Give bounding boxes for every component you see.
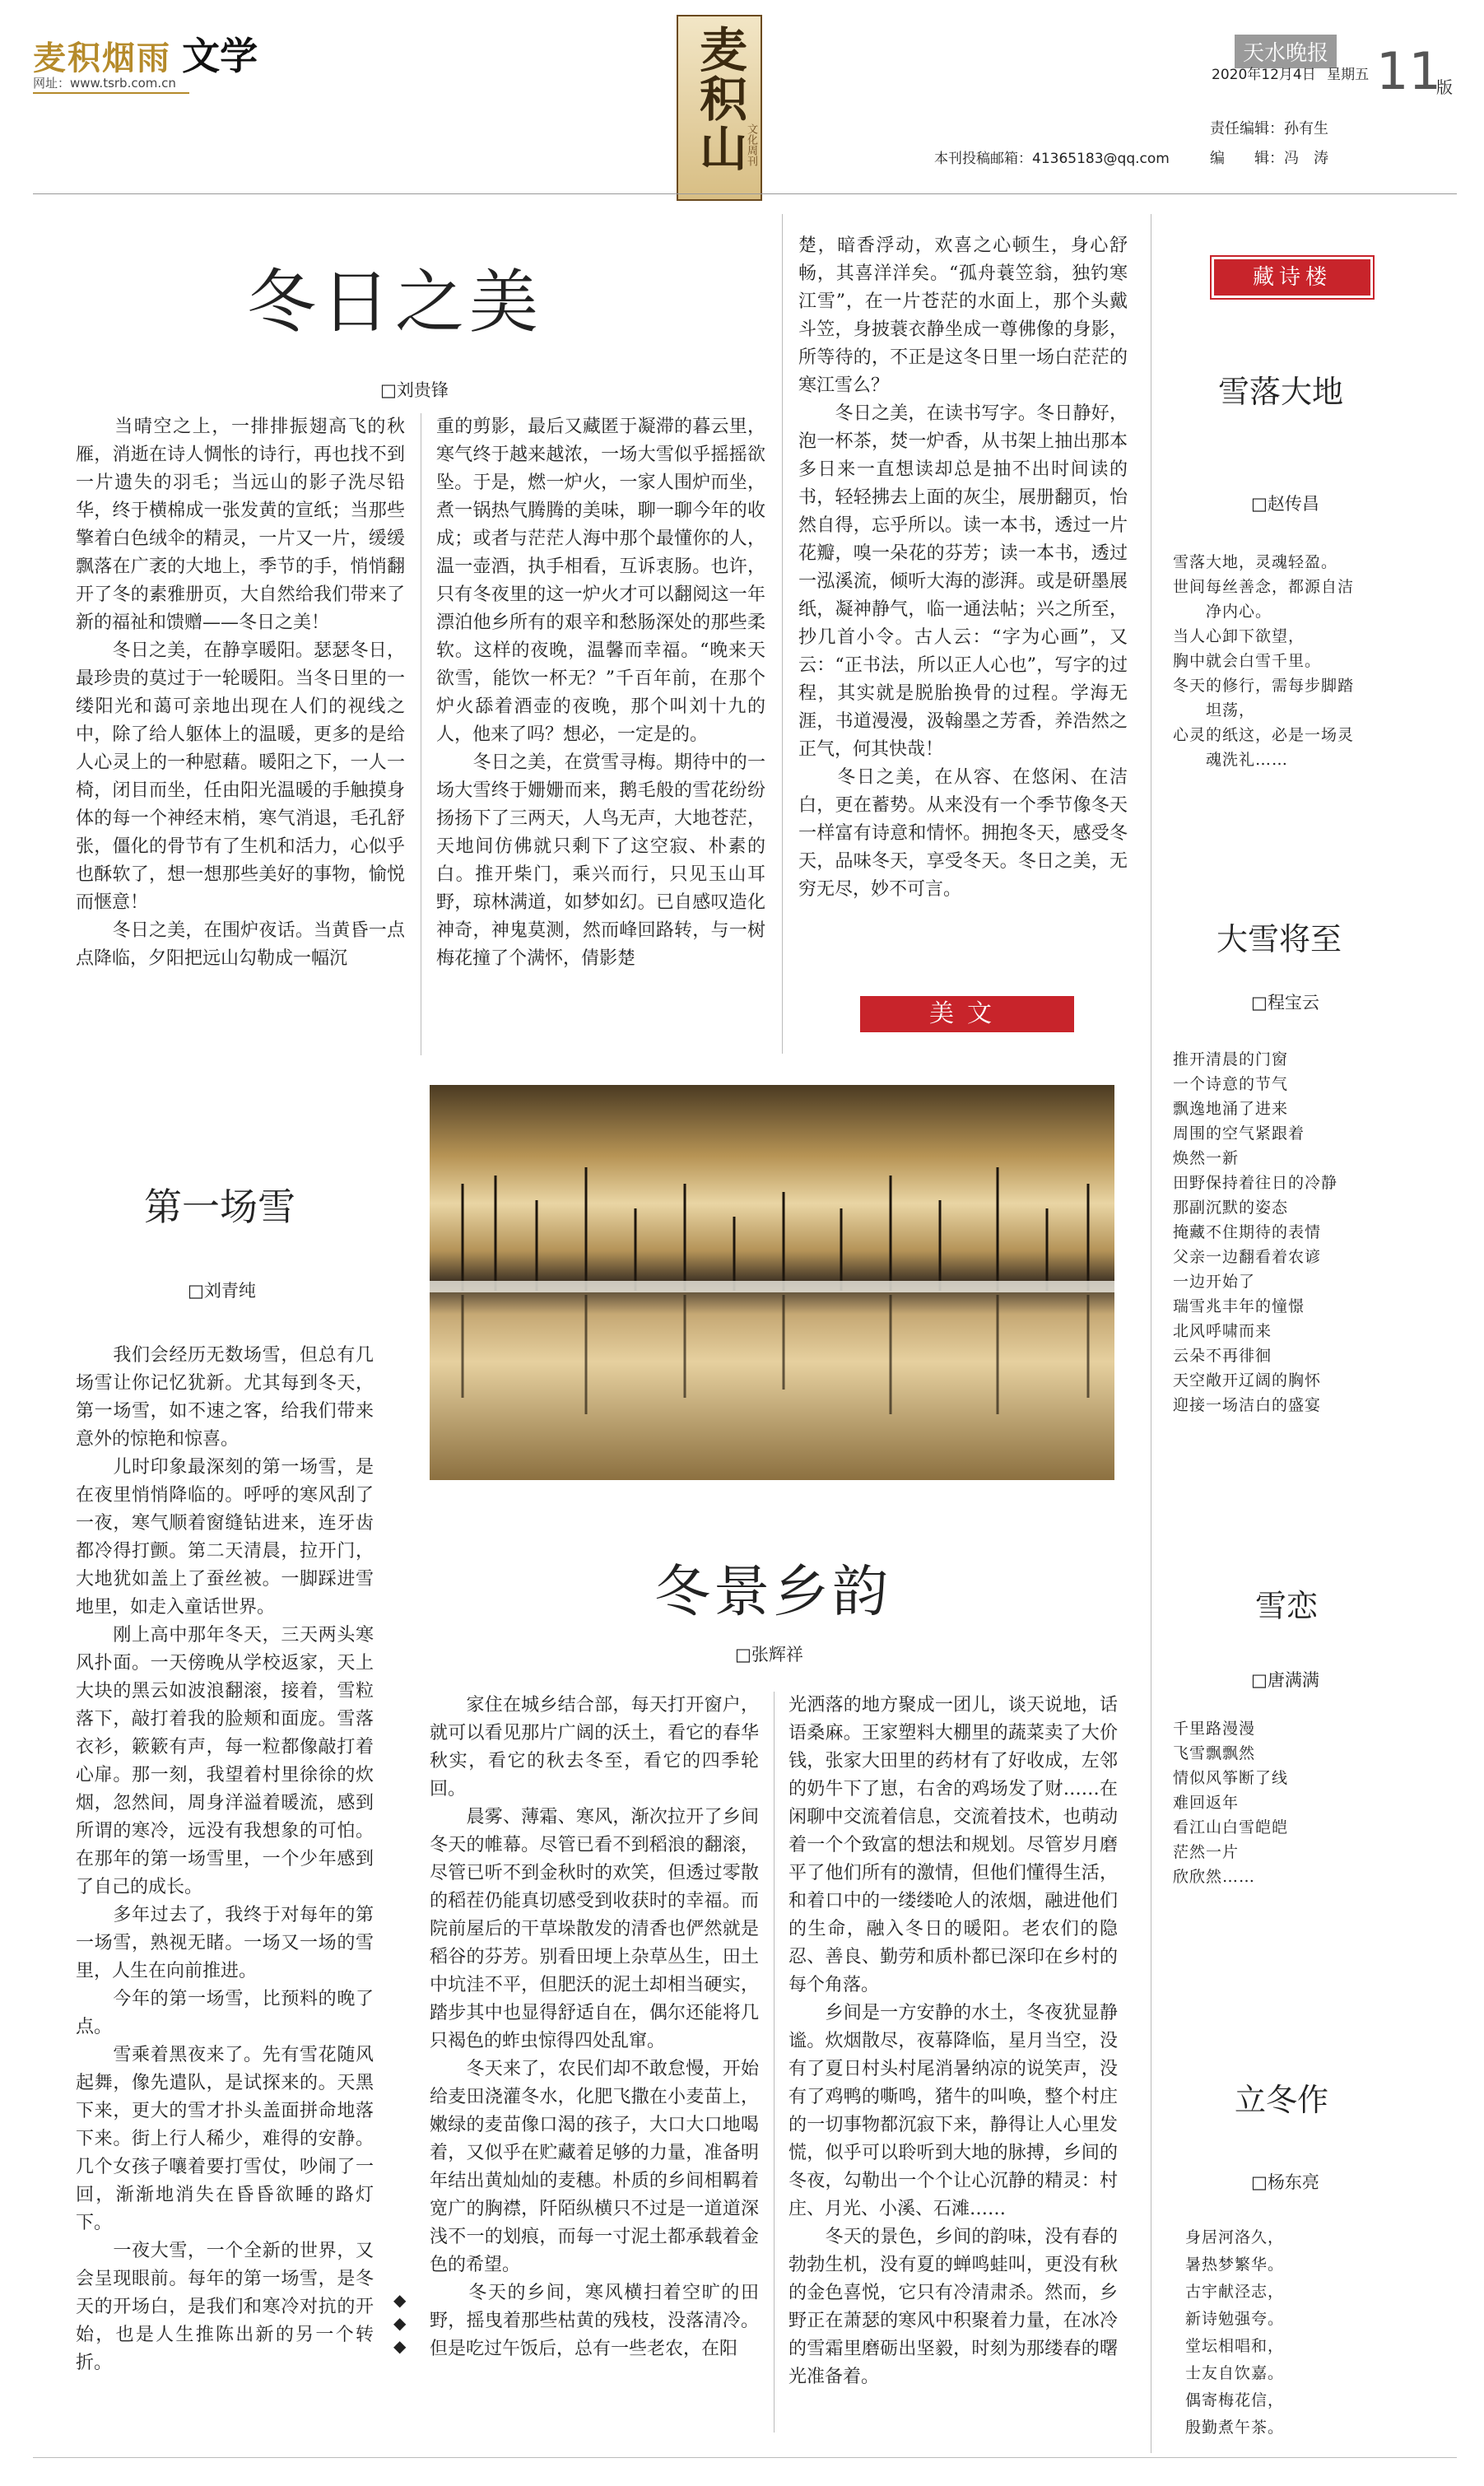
diamond-marks-icon: ◆ ◆ ◆ [393, 2290, 407, 2356]
poem3-text: 千里路漫漫 飞雪飘飘然 情似风筝断了线 难回返年 看江山白雪皑皑 茫然一片 欣欣然…… [1173, 1720, 1289, 1886]
article3-author: □张辉祥 [735, 1645, 803, 1664]
article1-col3: 楚，暗香浮动，欢喜之心顿生，身心舒畅，其喜洋洋矣。“孤舟蓑笠翁，独钓寒江雪”，在一片苍茫的水面上，那个头戴斗笠，身披蓑衣静坐成一尊佛像的身影，所等待的，不正是这冬日里一场白茫茫的寒江雪么？ 冬日之美，在读书写字。冬日静好，泡一杯茶，焚一炉香，从书架上抽出那本多日来一直想读却总是抽不出时间读的书，轻轻拂去上面的灰尘，展册翻页，怡然自得，忘乎所以。读一本书，透过一片花瓣，嗅一朵花的芬芳；读一本书，透过一泓溪流，倾听大海的澎湃。或是研墨展纸，凝神静气，临一通法帖；兴之所至，抄几首小令。古人云：“字为心画”，又云：“正书法，所以正人心也”，写字的过程，其实就是脱胎换骨的过程。学海无涯，书道漫漫，汲翰墨之芳香，养浩然之正气，何其快哉！ 冬日之美，在从容、在悠闲、在洁白，更在蓄势。从来没有一个季节像冬天一样富有诗意和情怀。拥抱冬天，感受冬天，品味冬天，享受冬天。冬日之美，无穷无尽，妙不可言。 [798, 235, 1128, 900]
poem1-text: 雪落大地，灵魂轻盈。 世间每丝善念，都源自洁 净内心。 当人心卸下欲望， 胸中就会白雪千里。 冬天的修行，需每步脚踏 坦荡， 心灵的纸这，必是一场灵 魂洗礼…… [1173, 553, 1355, 769]
poem2-text: 推开清晨的门窗 一个诗意的节气 飘逸地涌了进来 周围的空气紧跟着 焕然一新 田野保持着往日的冷静 那副沉默的姿态 掩藏不住期待的表情 父亲一边翻看着农谚 一边开始了 瑞雪兆丰年的憧憬 北风呼啸而来 云朵不再徘徊 天空敞开辽阔的胸怀 迎接一场洁白的盛宴 [1173, 1050, 1338, 1414]
poetry-badge-label: 藏诗楼 [1214, 259, 1370, 296]
essay-badge [860, 996, 1074, 1032]
poem4-title: 立冬作 [1235, 2082, 1329, 2118]
col-divider-3 [774, 1692, 775, 2432]
article3-col2: 光洒落的地方聚成一团儿，谈天说地，话语桑麻。王家塑料大棚里的蔬菜卖了大价钱，张家大田里的药材有了好收成，左邻的奶牛下了崽，右舍的鸡场发了财……在闲聊中交流着信息，交流着技术，也萌动着一个个致富的想法和规划。尽管岁月磨平了他们所有的激情，但他们懂得生活，和着口中的一缕缕呛人的浓烟，融进他们的生命，融入冬日的暖阳。老农们的隐忍、善良、勤劳和质朴都已深印在乡村的每个角落。 乡间是一方安静的水土，冬夜犹显静谧。炊烟散尽，夜幕降临，星月当空，没有了夏日村头村尾消暑纳凉的说笑声，没有了鸡鸭的嘶鸣，猪牛的叫唤，整个村庄的一切事物都沉寂下来，静得让人心里发慌，似乎可以聆听到大地的脉搏，乡间的冬夜，勾勒出一个个让心沉静的精灵：村庄、月光、小溪、石滩…… 冬天的景色，乡间的韵味，没有春的勃勃生机，没有夏的蝉鸣蛙叫，更没有秋的金色喜悦，它只有冷清肃杀。然而，乡野正在萧瑟的寒风中积聚着力量，在冰冷的雪霜里磨砺出坚毅，时刻为那缕春的曙光准备着。 [789, 1695, 1118, 2387]
editor-credit: 责任编辑：孙有生 [1210, 120, 1328, 137]
poem1-title: 雪落大地 [1218, 374, 1344, 410]
essay-badge-label: 美文 [929, 999, 1005, 1028]
poem3-author: □唐满满 [1251, 1670, 1319, 1690]
article1-author: □刘贵锋 [380, 380, 449, 400]
brand-logo [33, 26, 258, 81]
date-text: 2020年12月4日 [1212, 67, 1316, 83]
masthead [677, 15, 762, 201]
paper-name: 天水晚报 [1235, 35, 1337, 68]
article2-col1: 我们会经历无数场雪，但总有几场雪让你记忆犹新。尤其每到冬天，第一场雪，如不速之客，给我们带来意外的惊艳和惊喜。 儿时印象最深刻的第一场雪，是在夜里悄悄降临的。呼呼的寒风刮了一夜，寒气顺着窗缝钻进来，连牙齿都冷得打颤。第二天清晨，拉开门，大地犹如盖上了蚕丝被。一脚踩进雪地里，如走入童话世界。 刚上高中那年冬天，三天两头寒风扑面。一天傍晚从学校返家，天上大块的黑云如波浪翻滚，接着，雪粒落下，敲打着我的脸颊和面庞。雪落衣衫，簌簌有声，每一粒都像敲打着心扉。那一刻，我望着村里徐徐的炊烟，忽然间，周身洋溢着暖流，感到所谓的寒冷，远没有我想象的可怕。在那年的第一场雪里，一个少年感到了自己的成长。 多年过去了，我终于对每年的第一场雪，熟视无睹。一场又一场的雪里，人生在向前推进。 今年的第一场雪，比预料的晚了点。 雪乘着黑夜来了。先有雪花随风起舞，像先遣队，是试探来的。天黑下来，更大的雪才扑头盖面拼命地落下来。街上行人稀少，难得的安静。几个女孩子嚷着要打雪仗，吵闹了一回，渐渐地消失在昏昏欲睡的路灯下。 一夜大雪，一个全新的世界，又会呈现眼前。每年的第一场雪，是冬天的开场白，是我们和寒冷对抗的开始，也是人生推陈出新的另一个转折。 [76, 1345, 374, 2373]
weekday-text: 星期五 [1327, 67, 1370, 83]
poem4-text: 身居河洛久， 暑热梦繁华。 古宇献泾志， 新诗勉强夸。 堂坛相唱和， 士友自饮嘉。 偶寄梅花信， 殷勤煮午茶。 [1185, 2228, 1285, 2437]
masthead-title: 麦积山 [691, 25, 747, 173]
poem3-title: 雪恋 [1255, 1588, 1319, 1624]
article1-title: 冬日之美 [247, 262, 544, 342]
page-number: 11 [1376, 41, 1441, 101]
poem2-title: 大雪将至 [1217, 921, 1342, 957]
article1-col1: 当晴空之上，一排排振翅高飞的秋雁，消逝在诗人惆怅的诗行，再也找不到一片遗失的羽毛；当远山的影子洗尽铅华，终于横棉成一张发黄的宣纸；当那些擎着白色绒伞的精灵，一片又一片，缓缓飘落在广袤的大地上，季节的手，悄悄翻开了冬的素雅册页，大自然给我们带来了新的福祉和馈赠——冬日之美！ 冬日之美，在静享暖阳。瑟瑟冬日，最珍贵的莫过于一轮暖阳。当冬日里的一缕阳光和蔼可亲地出现在人们的视线之中，除了给人躯体上的温暖，更多的是给人心灵上的一种慰藉。暖阳之下，一人一椅，闭目而坐，任由阳光温暖的手触摸身体的每一个神经末梢，寒气消退，毛孔舒张，僵化的骨节有了生机和活力，心似乎也酥软了，想一想那些美好的事物，愉悦而惬意！ 冬日之美，在围炉夜话。当黄昏一点点降临，夕阳把远山勾勒成一幅沉 [76, 417, 405, 969]
header-rule [33, 193, 1457, 194]
article2-author: □刘青纯 [188, 1281, 256, 1301]
article3-title: 冬景乡韵 [654, 1560, 892, 1625]
submission-email: 本刊投稿邮箱：41365183@qq.com [934, 151, 1170, 167]
poem1-author: □赵传昌 [1251, 494, 1319, 514]
article2-title: 第一场雪 [144, 1185, 295, 1229]
editor2-credit: 编 辑：冯 涛 [1210, 150, 1328, 167]
col-divider-2 [782, 214, 783, 1054]
issue-date [1212, 63, 1369, 83]
page-unit: 版 [1436, 77, 1453, 97]
poem2-author: □程宝云 [1251, 993, 1319, 1013]
poetry-badge [1210, 255, 1375, 300]
masthead-sub: 文化周刊 [745, 123, 757, 166]
header-underline [33, 92, 189, 94]
tree-silhouette-icon [430, 1085, 1114, 1480]
section-name: 文学 [182, 34, 258, 78]
poem4-author: □杨东亮 [1251, 2172, 1319, 2192]
website: 网址：www.tsrb.com.cn [33, 76, 176, 91]
article3-col1: 家住在城乡结合部，每天打开窗户，就可以看见那片广阔的沃土，看它的春华秋实，看它的秋去冬至，看它的四季轮回。 晨雾、薄霜、寒风，渐次拉开了乡间冬天的帷幕。尽管已看不到稻浪的翻滚，尽管已听不到金秋时的欢笑，但透过零散的稻茬仍能真切感受到收获时的幸福。而院前屋后的干草垛散发的清香也俨然就是稻谷的芬芳。别看田埂上杂草丛生，田土中坑洼不平，但肥沃的泥土却相当硬实，踏步其中也显得舒适自在，偶尔还能将几只褐色的蚱虫惊得四处乱窜。 冬天来了，农民们却不敢怠慢，开始给麦田浇灌冬水，化肥飞撒在小麦苗上，嫩绿的麦苗像口渴的孩子，大口大口地喝着，又似乎在贮藏着足够的力量，准备明年结出黄灿灿的麦穗。朴质的乡间相羁着宽广的胸襟，阡陌纵横只不过是一道道深浅不一的划痕，而每一寸泥土都承载着金色的希望。 冬天的乡间，寒风横扫着空旷的田野，摇曳着那些枯黄的残枝，没落清冷。但是吃过午饭后，总有一些老农，在阳 [430, 1695, 759, 2359]
article1-col2: 重的剪影，最后又藏匿于凝滞的暮云里，寒气终于越来越浓，一场大雪似乎摇摇欲坠。于是，燃一炉火，一家人围炉而坐，煮一锅热气腾腾的美味，聊一聊今年的收成；或者与茫茫人海中那个最懂你的人，温一壶酒，执手相看，互诉衷肠。也许，只有冬夜里的这一炉火才可以翻阅这一年漂泊他乡所有的艰辛和愁肠深处的那些柔软。这样的夜晚，温馨而幸福。“晚来天欲雪，能饮一杯无？”千百年前，在那个炉火舔着酒壶的夜晚，那个叫刘十九的人，他来了吗？想必，一定是的。 冬日之美，在赏雪寻梅。期待中的一场大雪终于姗姗而来，鹅毛般的雪花纷纷扬扬下了三两天，人鸟无声，大地苍茫，天地间仿佛就只剩下了这空寂、朴素的白。推开柴门，乘兴而行，只见玉山耳野，琼林满道，如梦如幻。已自感叹造化神奇，神鬼莫测，然而峰回路转，与一树梅花撞了个满怀，倩影楚 [436, 417, 765, 969]
brand-name: 麦积烟雨 [33, 40, 171, 77]
footer-rule [33, 2457, 1457, 2458]
winter-lake-photo [430, 1085, 1114, 1480]
